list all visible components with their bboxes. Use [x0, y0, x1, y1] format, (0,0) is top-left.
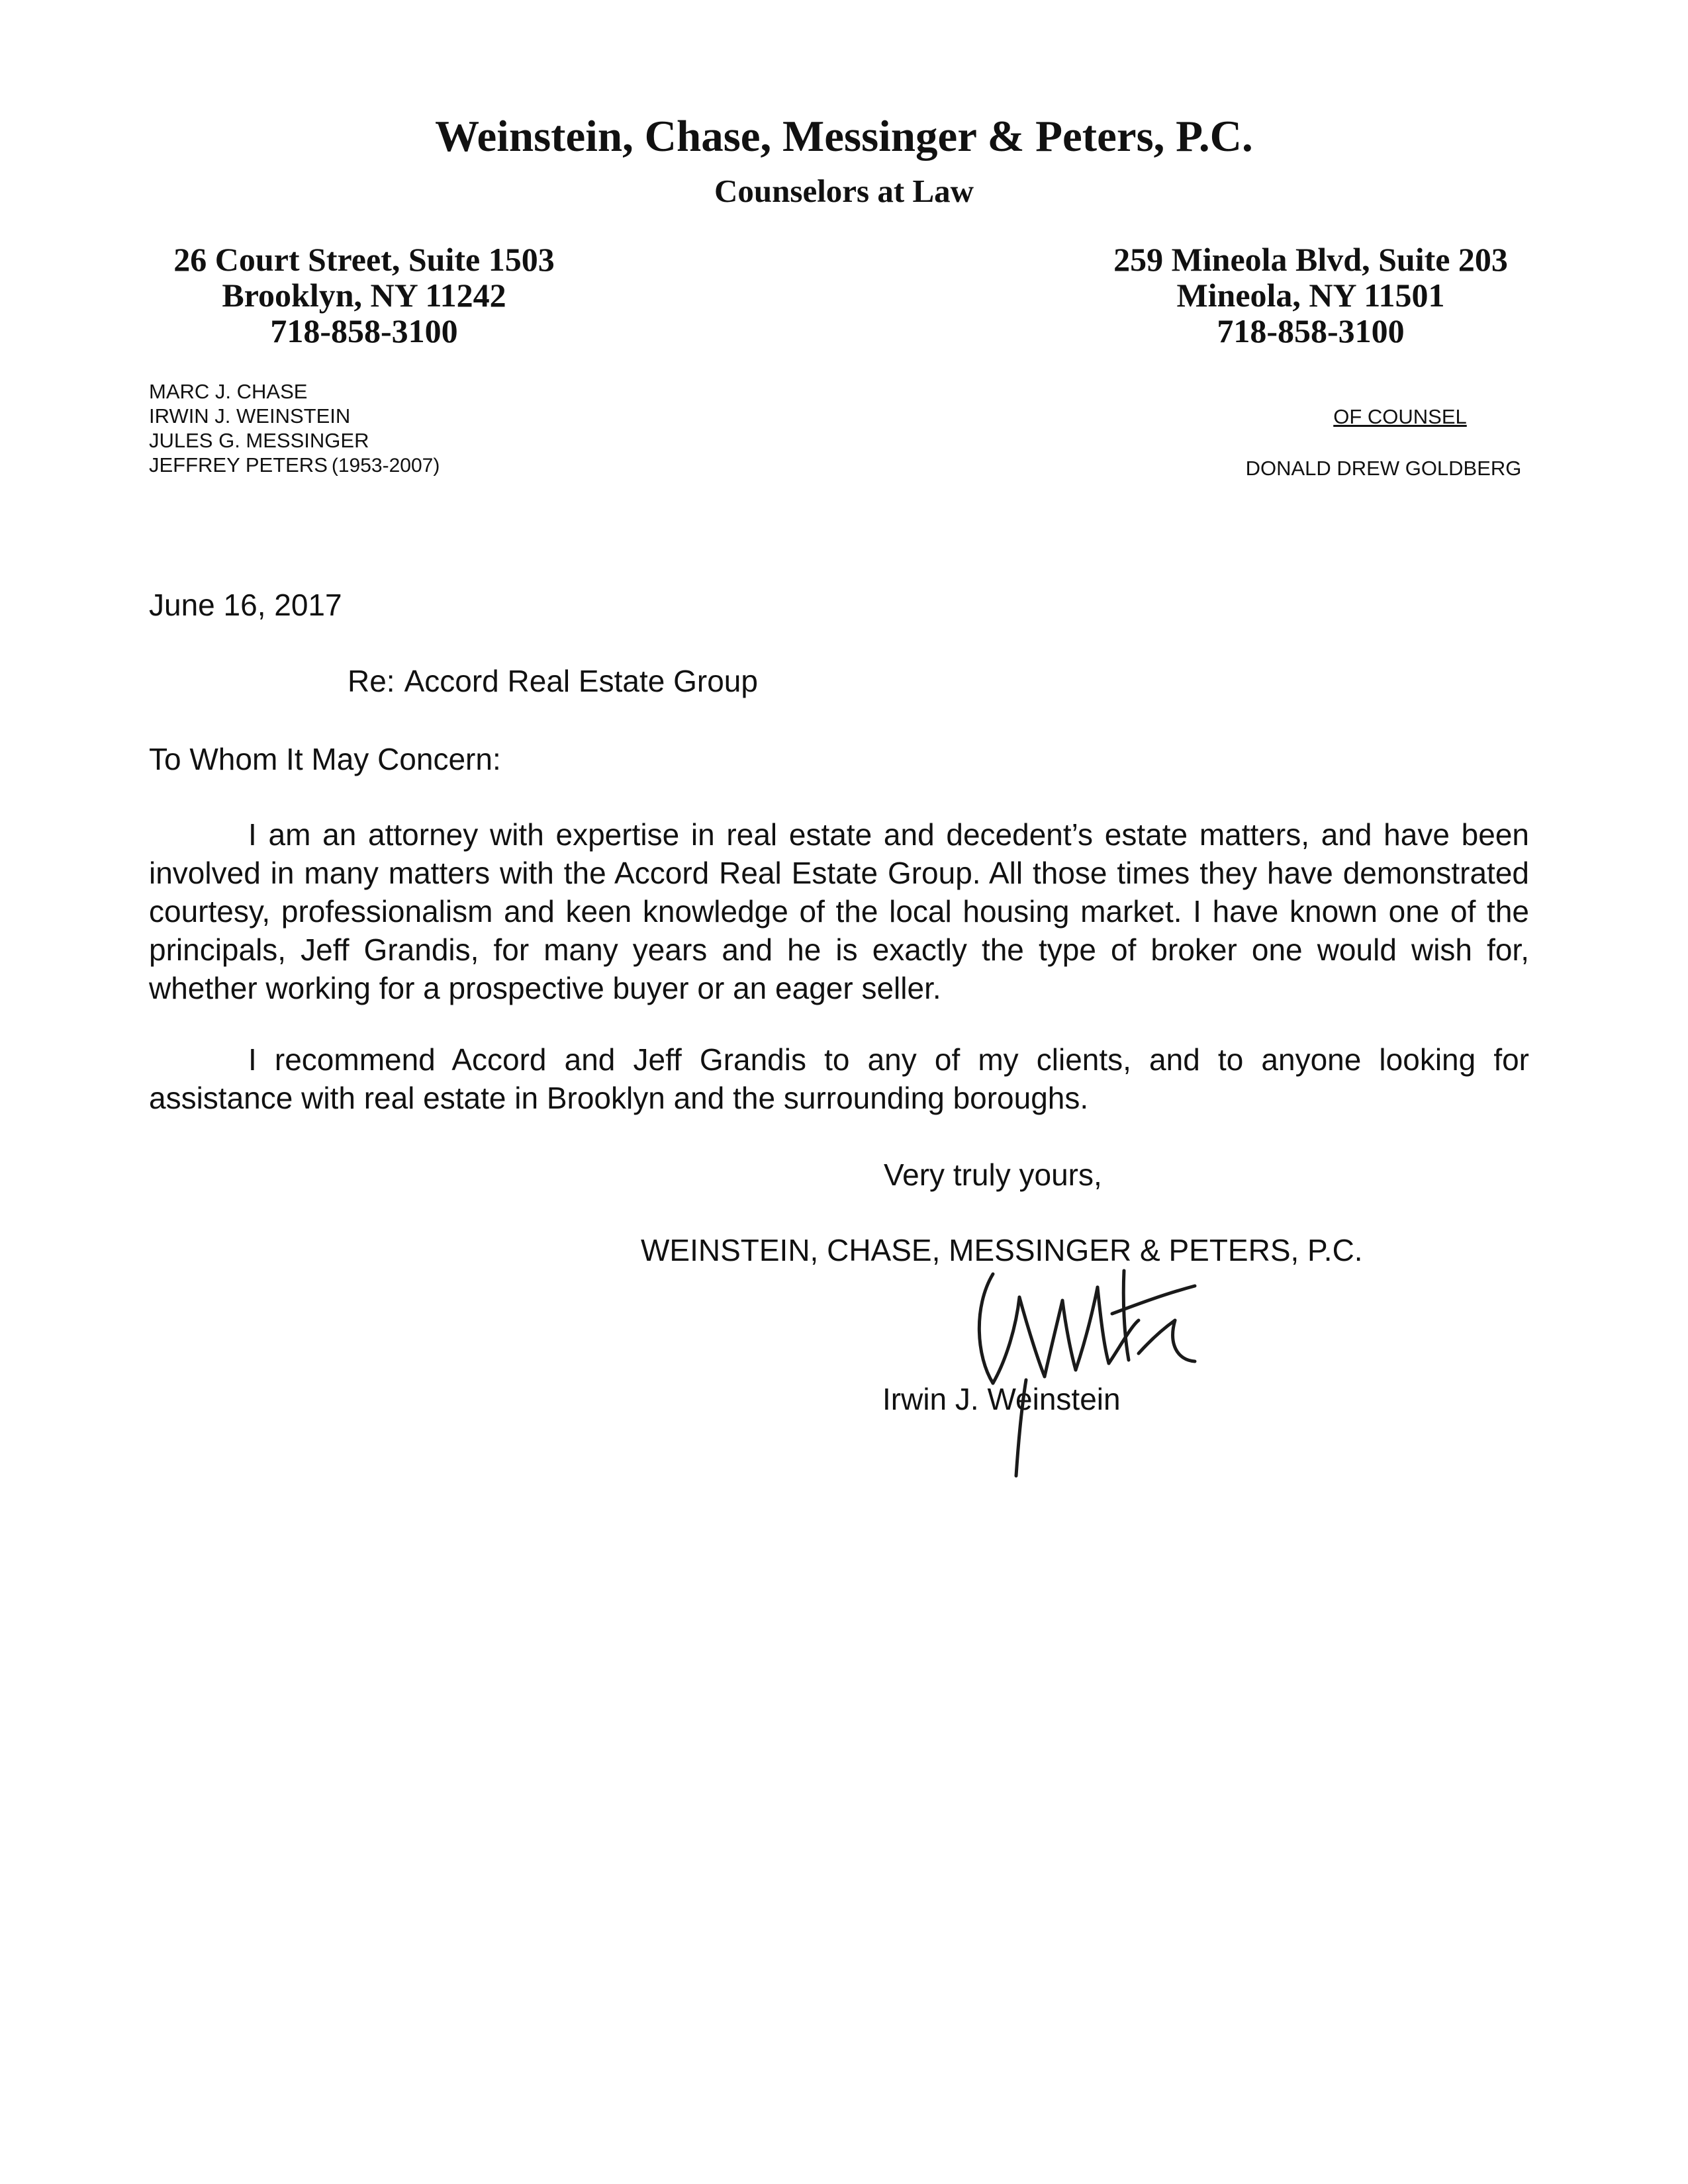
office-city: Brooklyn, NY 11242: [222, 277, 506, 314]
signer-name: Irwin J. Weinstein: [882, 1382, 1121, 1416]
partner-name: JEFFREY PETERS (1953-2007): [149, 453, 440, 477]
paragraph-text: I am an attorney with expertise in real estate and decedent’s estate matters, and have been involved in many matters with the Accord Real Estate Group. All those times they have demonstrated courtesy, professionalism and keen knowledge of the local housing market. I have known one of the principals, Jeff Grandis, for many years and he is exactly the type of broker one would wish for, whether working for a prospective buyer or an eager seller.: [149, 817, 1529, 1005]
body-paragraph: [149, 1040, 1529, 1117]
partner-name: IRWIN J. WEINSTEIN: [149, 404, 351, 428]
of-counsel-heading: OF COUNSEL: [1333, 405, 1467, 428]
of-counsel-name: DONALD DREW GOLDBERG: [1245, 457, 1522, 480]
partner-name: MARC J. CHASE: [149, 380, 308, 403]
office-phone: 718-858-3100: [270, 312, 458, 349]
subject-line: [348, 662, 758, 700]
partners-list: [149, 379, 440, 478]
office-city: Mineola, NY 11501: [1176, 277, 1445, 314]
letter-date: June 16, 2017: [149, 588, 342, 622]
office-street: 259 Mineola Blvd, Suite 203: [1113, 241, 1508, 278]
partner-name: JULES G. MESSINGER: [149, 429, 369, 452]
closing: Very truly yours,: [884, 1158, 1102, 1192]
firm-tagline: Counselors at Law: [714, 173, 974, 209]
handwritten-signature: [966, 1248, 1244, 1486]
office-street: 26 Court Street, Suite 1503: [173, 241, 555, 278]
body-paragraph: [149, 815, 1529, 1007]
subject-text: Accord Real Estate Group: [404, 664, 758, 698]
firm-name: Weinstein, Chase, Messinger & Peters, P.C.: [435, 112, 1253, 161]
paragraph-text: I recommend Accord and Jeff Grandis to any of my clients, and to anyone looking for assistance with real estate in Brooklyn and the surrounding boroughs.: [149, 1042, 1529, 1115]
partner-years: (1953-2007): [331, 455, 440, 477]
office-address-mineola: [1059, 242, 1562, 349]
salutation: To Whom It May Concern:: [149, 742, 501, 776]
signature-firm-name: WEINSTEIN, CHASE, MESSINGER & PETERS, P.C.: [641, 1233, 1363, 1267]
office-phone: 718-858-3100: [1217, 312, 1405, 349]
office-address-brooklyn: [132, 242, 596, 349]
subject-label: Re:: [348, 664, 395, 698]
